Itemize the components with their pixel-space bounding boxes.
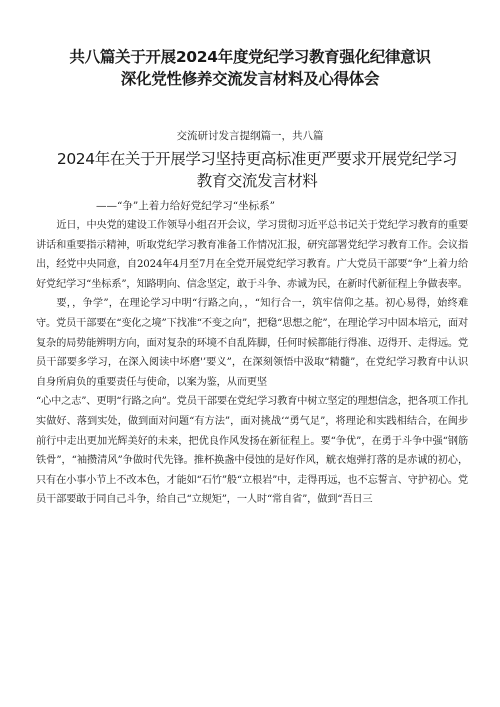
document-title xyxy=(40,46,460,90)
paragraph: 近日，中央党的建设工作领导小组召开会议，学习贯彻习近平总书记关于党纪学习教育的重要讲话和重要指示精神，听取党纪学习教育准备工作情况汇报，研究部署党纪学习教育工作。会议指出，经党中央同意，自2024年4月至7月在全党开展党纪学习教育。广大党员干部要“争”上着力给好党纪学习“坐标系”，知路明向、信念坚定，敢于斗争、赤诚为民，在新时代新征程上争做表率。 xyxy=(36,220,468,290)
paragraph: “心中之志”、更明“行路之向”。党员干部要在党纪学习教育中树立坚定的理想信念，把各项工作扎实做好、落到实处，做到面对问题“有方法”，面对挑战‘“勇气足”，将理论和实践相结合，在闽步前行中走出更加光辉美好的未来，把优良作风发扬在新征程上。要“争优”，在勇于斗争中强“钢筋铁骨”，“袖攒清风”争做时代先锋。推杯换盏中侵蚀的是好作风，觥衣炮弹打落的是赤诚的初心，只有在小事小节上不改本色，才能如“石竹”般“立根岩”中，走得再远，也不忘誓言、守护初心。党员干部要敢于同自己斗争，给自己“立规矩”，一人时“常自省”，做到“吾日三 xyxy=(36,396,468,506)
document-title-line-2: 深化党性修养交流发言材料及心得体会 xyxy=(120,70,380,88)
section-title-line-1: 2024年在关于开展学习坚持更高标准更严要求开展党纪学习 xyxy=(56,150,458,168)
paragraph: 要，，争学”，在理论学习中明“行路之向，，“知行合一，筑牢信仰之基。初心易得，始终难守。党员干部要在“变化之境”下找准“不变之向”，把稳“思想之舵”，在理论学习中固本培元，面对复杂的局势能辨明方向，面对复杂的环境不自乱阵脚，任何时候都能行得准、迈得开、走得远。党员干部要多学习，在深入阅读中坏磨'’要义”，在深刻领悟中汲取“精髓”，在党纪学习教育中认识自身所肩负的重要责任与使命，以案为鉴，从而更坚 xyxy=(36,298,468,388)
section-title-line-2: 教育交流发言材料 xyxy=(196,172,318,190)
section-title xyxy=(52,148,462,192)
document-title-line-1: 共八篇关于开展2024年度党纪学习教育强化纪律意识 xyxy=(69,48,431,66)
section-label: 交流研讨发言提纲篇一，共八篇 xyxy=(176,130,324,142)
section-subtitle: ——“争”上着力给好党纪学习“坐标系” xyxy=(96,200,275,212)
body-text xyxy=(36,216,468,510)
